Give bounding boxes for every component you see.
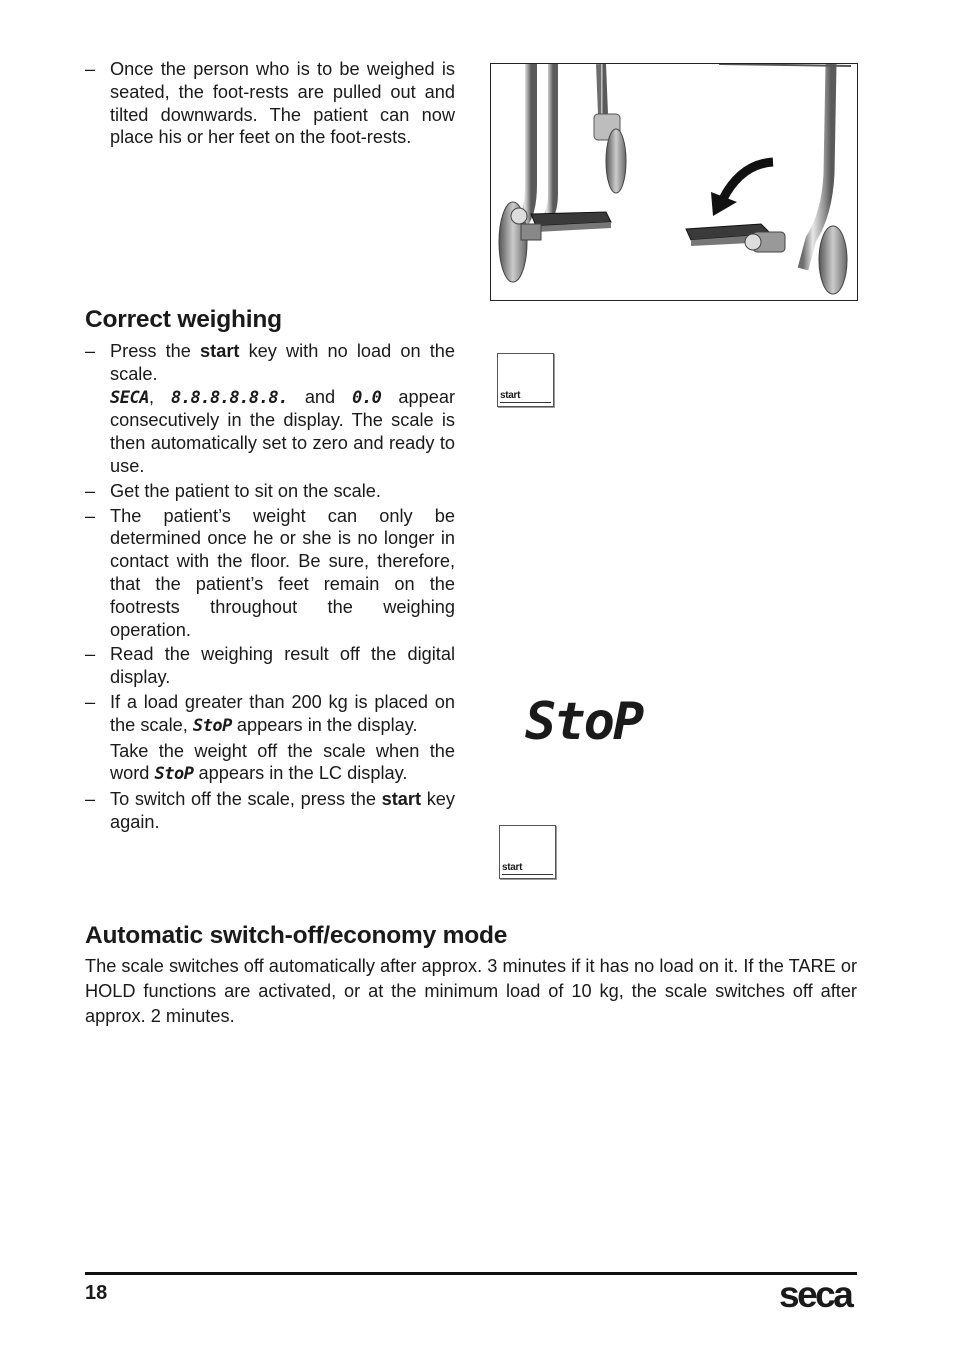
footer-rule [85, 1272, 857, 1275]
section-heading-correct-weighing: Correct weighing [85, 306, 282, 333]
caster-wheel [606, 129, 626, 193]
start-key-label: start [502, 862, 523, 873]
list-item: – Press the start key with no load on the scale. [85, 341, 455, 384]
wheelchair-footrest-drawing [491, 64, 857, 300]
lcd-all-segments: 8.8.8.8.8.8. [171, 387, 288, 408]
start-key-icon [499, 825, 556, 879]
list-item: – To switch off the scale, press the start key again. [85, 789, 456, 832]
list-item: – Read the weighing result off the digital display. [85, 644, 455, 688]
list-item [85, 58, 455, 149]
list-item: – If a load greater than 200 kg is placed on the scale, StoP appears in the display. [85, 691, 455, 736]
wheel [819, 226, 847, 294]
frame-tube [543, 64, 553, 224]
intro-text: Once the person who is to be weighed is seated, the foot-rests are pulled out and tilted downwards. The patient can now place his or her feet on the foot-rests. [110, 59, 455, 148]
list-item-continuation: Take the weight off the scale when the word StoP appears in the LC display. [110, 740, 455, 785]
page-number: 18 [85, 1282, 108, 1304]
lcd-seca: SECA [110, 387, 149, 408]
list-item: – Get the patient to sit on the scale. [85, 480, 381, 501]
section-heading-auto-off: Automatic switch-off/economy mode [85, 922, 508, 949]
stop-display-text: StoP [525, 692, 643, 752]
list-item-continuation: SECA, 8.8.8.8.8.8. and 0.0 appear consecutively in the display. The scale is then automatically set to zero and ready to use. [110, 386, 455, 476]
start-key-icon [497, 353, 554, 407]
start-key-ref: start [200, 341, 240, 361]
lcd-stop: StoP [154, 764, 194, 785]
intro-text-block [85, 58, 455, 149]
footrest-illustration [490, 63, 858, 301]
tilt-arrow [723, 162, 773, 199]
list-item: – The patient’s weight can only be determined once he or she is no longer in contact with the floor. Be sure, therefore, that the patient’s feet remain on the footrests throughout the weighing operation. [85, 505, 455, 640]
lcd-stop: StoP [192, 715, 232, 736]
list-dash: – [85, 59, 96, 79]
start-key-ref: start [381, 789, 422, 810]
lcd-zero: 0.0 [352, 387, 382, 408]
correct-weighing-list [85, 340, 455, 834]
seca-logo: seca [779, 1274, 852, 1315]
start-key-label: start [500, 390, 521, 401]
auto-off-paragraph: The scale switches off automatically after approx. 3 minutes if it has no load on it. If the TARE or HOLD functions are activated, or at the minimum load of 10 kg, the scale switches off after approx. 2 minutes. [85, 956, 857, 1026]
stop-display [525, 692, 642, 752]
